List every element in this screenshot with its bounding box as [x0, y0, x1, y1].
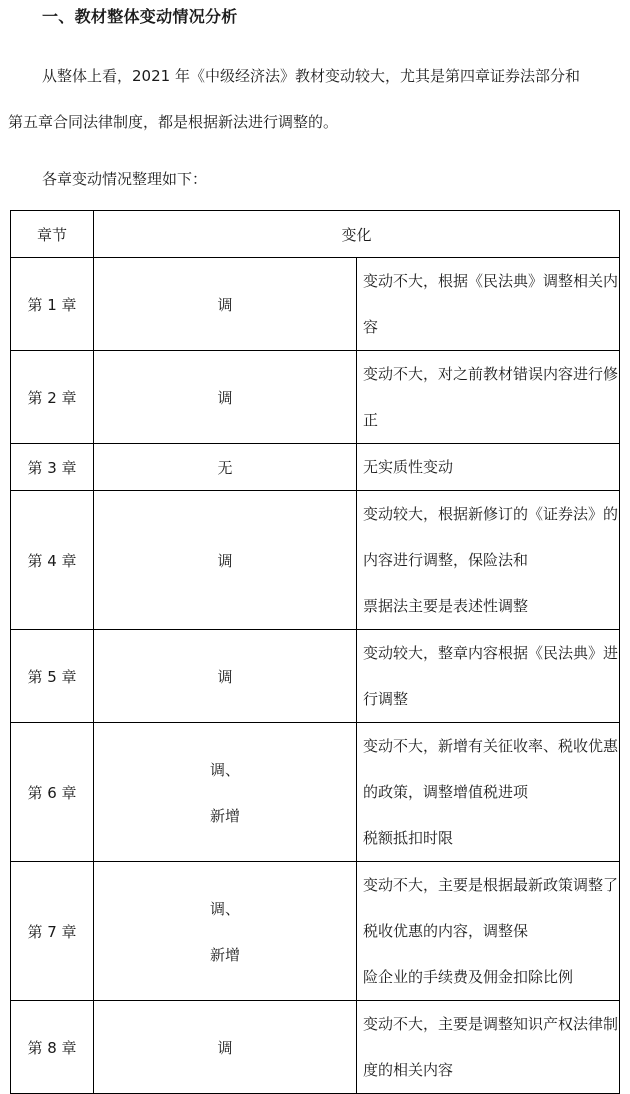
type-line: 调、 — [209, 899, 240, 918]
change-type-cell — [94, 862, 357, 1001]
table-row — [11, 258, 620, 351]
table-row — [11, 723, 620, 862]
change-desc-cell — [357, 491, 620, 630]
change-type-cell: 调 — [94, 630, 357, 723]
chapter-cell: 第 3 章 — [11, 444, 94, 491]
table-row — [11, 444, 620, 491]
intro-paragraph-line-2: 第五章合同法律制度，都是根据新法进行调整的。 — [8, 113, 339, 131]
chapter-changes-table — [10, 210, 620, 1094]
change-type-cell: 调 — [94, 1001, 357, 1094]
change-desc-cell: 变动不大，根据《民法典》调整相关内容 — [357, 258, 620, 351]
table-header-row — [11, 211, 620, 258]
table-row — [11, 862, 620, 1001]
intro-paragraph-line-1: 从整体上看，2021 年《中级经济法》教材变动较大，尤其是第四章证券法部分和 — [42, 67, 580, 85]
chapter-cell: 第 1 章 — [11, 258, 94, 351]
table-row — [11, 351, 620, 444]
change-desc-cell: 变动较大，整章内容根据《民法典》进行调整 — [357, 630, 620, 723]
type-line: 新增 — [209, 945, 240, 964]
change-type-cell — [94, 723, 357, 862]
chapter-cell: 第 6 章 — [11, 723, 94, 862]
desc-line: 变动不大，新增有关征收率、税收优惠的政策，调整增值税进项 — [363, 737, 619, 801]
type-line: 新增 — [209, 806, 240, 825]
section-heading: 一、教材整体变动情况分析 — [42, 7, 238, 26]
change-desc-cell — [357, 862, 620, 1001]
header-chapter: 章节 — [11, 211, 94, 258]
change-desc-cell — [357, 723, 620, 862]
change-type-cell: 调 — [94, 491, 357, 630]
desc-line: 变动不大，主要是根据最新政策调整了税收优惠的内容，调整保 — [363, 876, 619, 940]
chapter-cell: 第 5 章 — [11, 630, 94, 723]
change-type-cell: 调 — [94, 351, 357, 444]
change-type-cell: 调 — [94, 258, 357, 351]
desc-line: 险企业的手续费及佣金扣除比例 — [363, 968, 574, 986]
chapter-cell: 第 8 章 — [11, 1001, 94, 1094]
table-row — [11, 1001, 620, 1094]
change-desc-cell: 变动不大，主要是调整知识产权法律制度的相关内容 — [357, 1001, 620, 1094]
change-desc-cell: 变动不大，对之前教材错误内容进行修正 — [357, 351, 620, 444]
header-change: 变化 — [94, 211, 620, 258]
table-row — [11, 491, 620, 630]
chapter-cell: 第 7 章 — [11, 862, 94, 1001]
desc-line: 变动较大，根据新修订的《证券法》的内容进行调整，保险法和 — [363, 505, 619, 569]
desc-line: 税额抵扣时限 — [363, 829, 454, 847]
chapter-cell: 第 2 章 — [11, 351, 94, 444]
desc-line: 票据法主要是表述性调整 — [363, 597, 529, 615]
change-type-cell: 无 — [94, 444, 357, 491]
table-lead-text: 各章变动情况整理如下： — [42, 170, 208, 188]
change-desc-cell: 无实质性变动 — [357, 444, 620, 491]
chapter-cell: 第 4 章 — [11, 491, 94, 630]
table-row — [11, 630, 620, 723]
type-line: 调、 — [209, 760, 240, 779]
